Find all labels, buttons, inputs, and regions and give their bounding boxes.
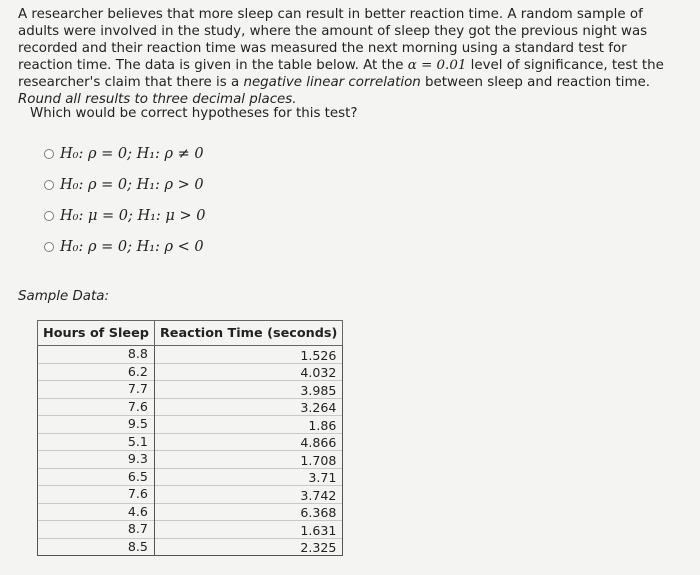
hours-cell: 7.6 <box>38 398 155 416</box>
hours-cell: 9.3 <box>38 451 155 469</box>
table-row <box>38 381 343 399</box>
reaction-time-cell: 1.708 <box>154 451 342 469</box>
table-row <box>38 363 343 381</box>
reaction-time-cell: 1.86 <box>154 416 342 434</box>
reaction-time-cell: 3.264 <box>154 398 342 416</box>
sample-data-label: Sample Data: <box>18 289 109 304</box>
problem-statement <box>18 6 678 108</box>
hours-cell: 5.1 <box>38 433 155 451</box>
hours-cell: 9.5 <box>38 416 155 434</box>
hours-cell: 8.7 <box>38 521 155 539</box>
problem-text-2: level of significance, test the researcher's claim that there is a <box>18 58 664 90</box>
table-row <box>38 503 343 521</box>
problem-text-3: between sleep and reaction time. <box>420 75 651 90</box>
table-row <box>38 433 343 451</box>
table-row <box>38 346 343 364</box>
reaction-time-cell: 1.526 <box>154 346 342 364</box>
column-header-reaction-time: Reaction Time (seconds) <box>154 321 342 346</box>
table-header-row <box>38 321 343 346</box>
hours-cell: 7.7 <box>38 381 155 399</box>
table-row <box>38 398 343 416</box>
hours-cell: 7.6 <box>38 486 155 504</box>
reaction-time-cell: 4.866 <box>154 433 342 451</box>
hours-cell: 4.6 <box>38 503 155 521</box>
option-label: H₀: ρ = 0; H₁: ρ > 0 <box>60 176 204 193</box>
hours-cell: 8.5 <box>38 538 155 556</box>
table-row <box>38 468 343 486</box>
hypotheses-options <box>44 143 205 267</box>
reaction-time-cell: 4.032 <box>154 363 342 381</box>
question-prompt: Which would be correct hypotheses for this test? <box>30 106 358 121</box>
reaction-time-cell: 3.71 <box>154 468 342 486</box>
option-label: H₀: ρ = 0; H₁: ρ < 0 <box>60 238 204 255</box>
column-header-hours: Hours of Sleep <box>38 321 155 346</box>
table-row <box>38 538 343 556</box>
reaction-time-cell: 6.368 <box>154 503 342 521</box>
reaction-time-cell: 1.631 <box>154 521 342 539</box>
rounding-instruction: Round all results to three decimal places. <box>18 92 297 107</box>
radio-button-icon[interactable] <box>44 242 54 252</box>
claim-text: negative linear correlation <box>243 75 421 90</box>
reaction-time-cell: 3.742 <box>154 486 342 504</box>
table-row <box>38 416 343 434</box>
hours-cell: 8.8 <box>38 346 155 364</box>
option-2[interactable] <box>44 174 205 195</box>
option-label: H₀: μ = 0; H₁: μ > 0 <box>60 207 206 224</box>
option-label: H₀: ρ = 0; H₁: ρ ≠ 0 <box>60 145 204 162</box>
table-row <box>38 486 343 504</box>
table-row <box>38 521 343 539</box>
option-1[interactable] <box>44 143 205 164</box>
radio-button-icon[interactable] <box>44 211 54 221</box>
reaction-time-cell: 3.985 <box>154 381 342 399</box>
option-3[interactable] <box>44 205 205 226</box>
sample-data-table <box>37 320 343 556</box>
hours-cell: 6.5 <box>38 468 155 486</box>
alpha-expression: α = 0.01 <box>407 58 467 73</box>
radio-button-icon[interactable] <box>44 149 54 159</box>
table-row <box>38 451 343 469</box>
hours-cell: 6.2 <box>38 363 155 381</box>
radio-button-icon[interactable] <box>44 180 54 190</box>
reaction-time-cell: 2.325 <box>154 538 342 556</box>
option-4[interactable] <box>44 236 205 257</box>
problem-text-1: A researcher believes that more sleep can result in better reaction time. A random sample of adults were involved in the study, where the amount of sleep they got the previous night was recorded and their reaction time was measured the next morning using a standard test for reaction time. The data is given in the table below. At the <box>18 7 648 73</box>
